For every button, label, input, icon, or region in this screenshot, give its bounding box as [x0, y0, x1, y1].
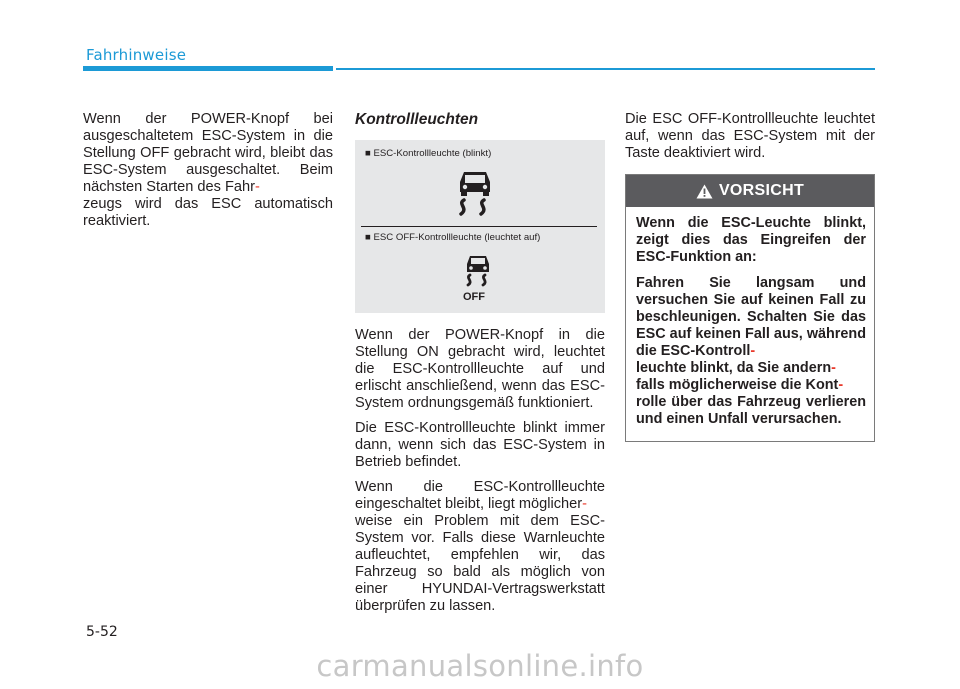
esc-skid-car-icon	[453, 168, 497, 218]
header-rule-thin	[336, 68, 875, 70]
watermark: carmanualsonline.info	[316, 649, 644, 683]
section-title: Fahrhinweise	[86, 46, 187, 64]
page-number: 5-52	[86, 624, 118, 640]
warning-box	[625, 174, 875, 442]
warning-header	[626, 175, 874, 207]
right-column	[625, 111, 875, 170]
middle-column	[355, 327, 605, 623]
indicator-caption-esc-off: ■ ESC OFF-Kontrollleuchte (leuchtet auf)	[365, 232, 541, 243]
right-paragraph-1: Die ESC OFF-Kontrollleuchte leuchtet auf, wenn das ESC-System mit der Taste deaktiviert wird.	[625, 111, 875, 161]
indicator-divider	[361, 226, 597, 227]
section-heading: Kontrollleuchten	[355, 111, 479, 128]
warning-triangle-icon	[696, 184, 713, 199]
middle-paragraph-2: Die ESC-Kontrollleuchte blinkt immer dann, wenn sich das ESC-System in Betrieb befindet.	[355, 420, 605, 470]
middle-paragraph-3: Wenn die ESC-Kontrollleuchte eingeschaltet bleibt, liegt möglicher- weise ein Problem mit dem ESC-System vor. Falls diese Warnleuchte aufleuchtet, empfehlen wir, das Fahrzeug so bald als möglich von einer HYUNDAI-Vertragswerkstatt überprüfen zu lassen.	[355, 479, 605, 614]
warning-paragraph-1: Wenn die ESC-Leuchte blinkt, zeigt dies das Eingreifen der ESC-Funktion an:	[636, 215, 866, 265]
esc-off-icon-label: OFF	[463, 291, 485, 303]
header-rule-thick	[83, 66, 333, 71]
indicator-caption-esc: ■ ESC-Kontrollleuchte (blinkt)	[365, 148, 492, 159]
left-column	[83, 111, 333, 238]
warning-paragraph-2: Fahren Sie langsam und versuchen Sie auf keinen Fall zu beschleunigen. Schalten Sie das ESC auf keinen Fall aus, während die ESC-Kontroll- leuchte blinkt, da Sie andern- falls möglicherweise die Kont- rolle über das Fahrzeug verlieren und einen Unfall verursachen.	[636, 275, 866, 427]
indicator-panel	[355, 140, 605, 313]
left-paragraph-1: Wenn der POWER-Knopf bei ausgeschaltetem ESC-System in die Stellung OFF gebracht wird, bleibt das ESC-System ausgeschaltet. Beim nächsten Starten des Fahr- zeugs wird das ESC automatisch reaktiviert.	[83, 111, 333, 229]
warning-title: VORSICHT	[718, 182, 805, 199]
warning-body	[626, 207, 874, 428]
middle-paragraph-1: Wenn der POWER-Knopf in die Stellung ON gebracht wird, leuchtet die ESC-Kontrollleuchte auf und erlischt anschließend, wenn das ESC-System ordnungsgemäß funktioniert.	[355, 327, 605, 411]
esc-off-car-icon	[461, 254, 495, 290]
